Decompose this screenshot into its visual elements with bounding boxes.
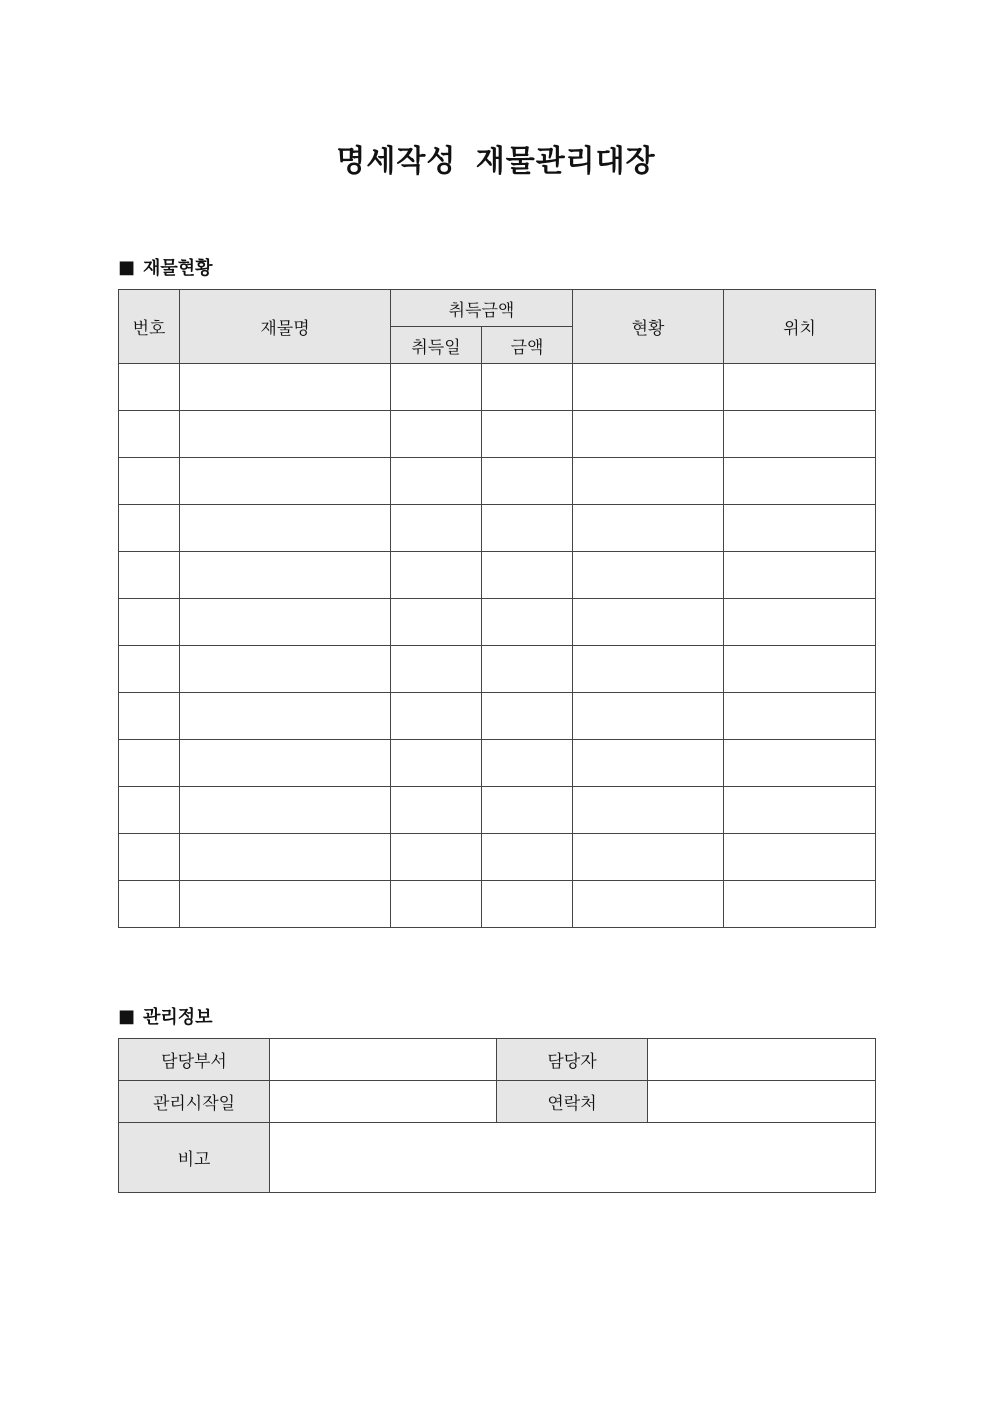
asset-name-cell[interactable] (180, 881, 391, 928)
no-cell[interactable] (119, 881, 180, 928)
acquisition-date-cell[interactable] (391, 552, 482, 599)
square-bullet-icon: ■ (118, 256, 136, 278)
location-cell[interactable] (724, 693, 876, 740)
amount-cell[interactable] (482, 693, 573, 740)
section-label: 관리정보 (143, 1007, 213, 1028)
manager-label: 담당자 (497, 1039, 648, 1081)
start-date-field[interactable] (270, 1081, 497, 1123)
no-cell[interactable] (119, 505, 180, 552)
asset-name-cell[interactable] (180, 458, 391, 505)
page-title: 명세작성 재물관리대장 (336, 144, 656, 179)
acquisition-date-cell[interactable] (391, 599, 482, 646)
header-acquisition-date: 취득일 (391, 327, 482, 364)
no-cell[interactable] (119, 740, 180, 787)
status-cell[interactable] (573, 834, 724, 881)
amount-cell[interactable] (482, 740, 573, 787)
location-cell[interactable] (724, 505, 876, 552)
asset-table (118, 289, 876, 928)
amount-cell[interactable] (482, 881, 573, 928)
location-cell[interactable] (724, 834, 876, 881)
table-row (119, 364, 876, 411)
status-cell[interactable] (573, 646, 724, 693)
acquisition-date-cell[interactable] (391, 364, 482, 411)
location-cell[interactable] (724, 881, 876, 928)
status-cell[interactable] (573, 599, 724, 646)
location-cell[interactable] (724, 364, 876, 411)
asset-name-cell[interactable] (180, 552, 391, 599)
dept-label: 담당부서 (119, 1039, 270, 1081)
table-row (119, 646, 876, 693)
section-heading-assets (118, 254, 213, 280)
header-status: 현황 (573, 290, 724, 364)
dept-field[interactable] (270, 1039, 497, 1081)
asset-name-cell[interactable] (180, 364, 391, 411)
contact-label: 연락처 (497, 1081, 648, 1123)
header-asset-name: 재물명 (180, 290, 391, 364)
asset-name-cell[interactable] (180, 646, 391, 693)
no-cell[interactable] (119, 552, 180, 599)
amount-cell[interactable] (482, 787, 573, 834)
amount-cell[interactable] (482, 411, 573, 458)
no-cell[interactable] (119, 646, 180, 693)
asset-name-cell[interactable] (180, 834, 391, 881)
no-cell[interactable] (119, 599, 180, 646)
asset-name-cell[interactable] (180, 740, 391, 787)
table-row (119, 505, 876, 552)
asset-name-cell[interactable] (180, 693, 391, 740)
table-row (119, 599, 876, 646)
table-row (119, 693, 876, 740)
location-cell[interactable] (724, 552, 876, 599)
no-cell[interactable] (119, 458, 180, 505)
start-date-label: 관리시작일 (119, 1081, 270, 1123)
section-label: 재물현황 (143, 258, 213, 279)
status-cell[interactable] (573, 787, 724, 834)
asset-name-cell[interactable] (180, 787, 391, 834)
status-cell[interactable] (573, 505, 724, 552)
acquisition-date-cell[interactable] (391, 881, 482, 928)
table-row (119, 411, 876, 458)
amount-cell[interactable] (482, 364, 573, 411)
asset-name-cell[interactable] (180, 505, 391, 552)
status-cell[interactable] (573, 364, 724, 411)
acquisition-date-cell[interactable] (391, 411, 482, 458)
header-location: 위치 (724, 290, 876, 364)
no-cell[interactable] (119, 834, 180, 881)
asset-table-body (119, 364, 876, 928)
contact-field[interactable] (648, 1081, 876, 1123)
status-cell[interactable] (573, 881, 724, 928)
table-row (119, 458, 876, 505)
table-row (119, 740, 876, 787)
acquisition-date-cell[interactable] (391, 458, 482, 505)
no-cell[interactable] (119, 411, 180, 458)
table-row (119, 787, 876, 834)
acquisition-date-cell[interactable] (391, 834, 482, 881)
acquisition-date-cell[interactable] (391, 505, 482, 552)
location-cell[interactable] (724, 458, 876, 505)
asset-name-cell[interactable] (180, 411, 391, 458)
acquisition-date-cell[interactable] (391, 740, 482, 787)
table-row (119, 552, 876, 599)
amount-cell[interactable] (482, 552, 573, 599)
location-cell[interactable] (724, 411, 876, 458)
amount-cell[interactable] (482, 505, 573, 552)
status-cell[interactable] (573, 458, 724, 505)
status-cell[interactable] (573, 411, 724, 458)
header-no: 번호 (119, 290, 180, 364)
no-cell[interactable] (119, 787, 180, 834)
management-info-table (118, 1038, 876, 1193)
acquisition-date-cell[interactable] (391, 693, 482, 740)
header-acquisition-amount: 취득금액 (391, 290, 573, 327)
acquisition-date-cell[interactable] (391, 646, 482, 693)
no-cell[interactable] (119, 693, 180, 740)
header-amount: 금액 (482, 327, 573, 364)
location-cell[interactable] (724, 646, 876, 693)
location-cell[interactable] (724, 787, 876, 834)
amount-cell[interactable] (482, 458, 573, 505)
note-field[interactable] (270, 1123, 876, 1193)
acquisition-date-cell[interactable] (391, 787, 482, 834)
table-row (119, 834, 876, 881)
amount-cell[interactable] (482, 646, 573, 693)
asset-name-cell[interactable] (180, 599, 391, 646)
status-cell[interactable] (573, 693, 724, 740)
section-heading-management (118, 1003, 213, 1029)
square-bullet-icon: ■ (118, 1005, 136, 1027)
manager-field[interactable] (648, 1039, 876, 1081)
status-cell[interactable] (573, 740, 724, 787)
status-cell[interactable] (573, 552, 724, 599)
note-label: 비고 (119, 1123, 270, 1193)
amount-cell[interactable] (482, 599, 573, 646)
no-cell[interactable] (119, 364, 180, 411)
location-cell[interactable] (724, 740, 876, 787)
location-cell[interactable] (724, 599, 876, 646)
table-row (119, 881, 876, 928)
amount-cell[interactable] (482, 834, 573, 881)
